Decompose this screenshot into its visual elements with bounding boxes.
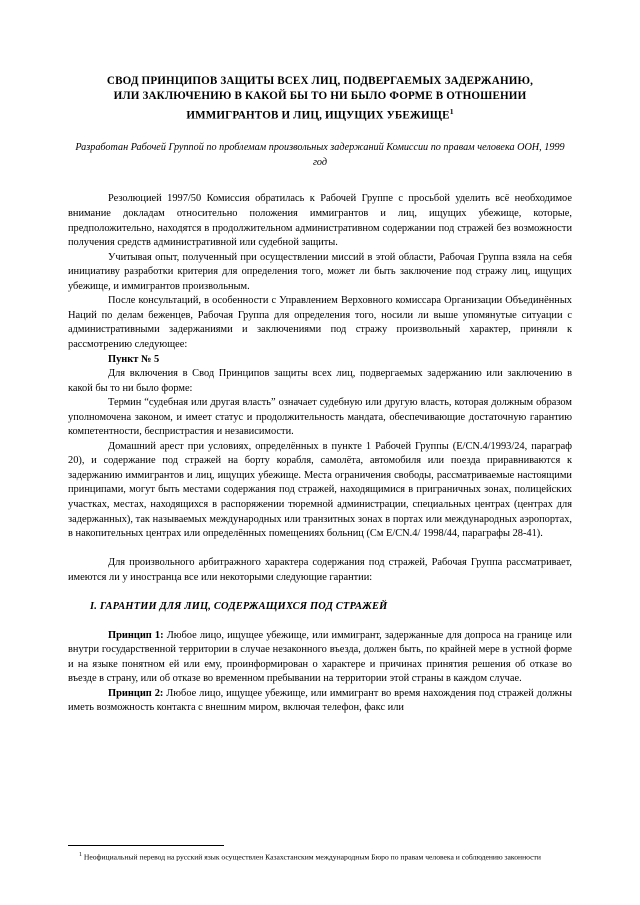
- footnote-marker: 1: [79, 852, 82, 859]
- title-line-1: СВОД ПРИНЦИПОВ ЗАЩИТЫ ВСЕХ ЛИЦ, ПОДВЕРГАЕМЫХ ЗАДЕРЖАНИЮ,: [106, 75, 534, 87]
- principle-2-text: Любое лицо, ищущее убежище, или иммигрант во время нахождения под стражей должны иметь возможность контакта с внешним миром, включая телефон, факс или: [68, 687, 572, 714]
- paragraph-consultations: После консультаций, в особенности с Управлением Верховного комиссара Организации Объединённых Наций по делам беженцев, Рабочая Группа для определения того, носили ли выше упомянутые ситуации с административными задержаниями и заключениями под стражу произвольный характер, приняли к рассмотрению следующее:: [68, 295, 572, 350]
- page-title: [68, 0, 572, 124]
- paragraph-guarantees-intro: Для произвольного арбитражного характера содержания под стражей, Рабочая Группа рассматривает, имеются ли у иностранца все или некоторыми следующие гарантии:: [68, 557, 572, 583]
- title-line-3: ИММИГРАНТОВ И ЛИЦ, ИЩУЩИХ УБЕЖИЩЕ: [186, 110, 450, 123]
- principle-1-text: Любое лицо, ищущее убежище, или иммигрант, задержанные для допроса на границе или внутри государственной территории в случае незаконного въезда, должен быть, по крайней мере в устной форме и на языке понятном ей или ему, проинформирован о характере и причинах принятия решения об отказе во въезде в страну, или об отказе во временном пребывании на территории этой страны в каждом случае.: [68, 629, 572, 685]
- principle-2: [68, 687, 572, 716]
- paragraph-term-definition: Термин “судебная или другая власть” означает судебную или другую власть, которая должным образом уполномочена законом, и имеет статус и продолжительность мандата, обеспечивающие достаточную гарантию компетентности, беспристрастия и независимости.: [68, 397, 572, 438]
- footnote-area: [68, 845, 572, 863]
- paragraph-house-arrest: Домашний арест при условиях, определённых в пункте 1 Рабочей Группы (E/CN.4/1993/24, параграф 20), и содержание под стражей на борту корабля, самолёта, автомобиля или поезда приравниваются к задержанию иммигрантов и лиц, ищущих убежище. Места ограничения свободы, рассматриваемые настоящими принципами, могут быть местами содержания под стражей, находящимися в приграничных зонах, полицейских участках, местах, находящихся в распоряжении тюремной администрации, специальных центрах (центрах для задержанных), так называемых международных или транзитных зонах в портах или международных аэропортах, в накопительных центрах или определённых помещениях больниц (См E/CN.4/ 1998/44, параграфы 28-41).: [68, 440, 572, 540]
- point-heading: Пункт № 5: [108, 353, 160, 365]
- paragraph-inclusion: Для включения в Свод Принципов защиты всех лиц, подвергаемых задержанию или заключению в какой бы то ни было форме:: [68, 368, 572, 394]
- footnote-1: [68, 850, 572, 863]
- section-heading-guarantees: I. ГАРАНТИИ ДЛЯ ЛИЦ, СОДЕРЖАЩИХСЯ ПОД СТРАЖЕЙ: [90, 600, 388, 612]
- principle-1-label: Принцип 1:: [108, 629, 164, 641]
- principle-1: [68, 629, 572, 687]
- document-content: [68, 0, 572, 716]
- document-subtitle: Разработан Рабочей Группой по проблемам произвольных задержаний Комиссии по правам человека ООН, 1999 год: [75, 142, 565, 168]
- title-footnote-marker: 1: [449, 107, 454, 117]
- title-line-2: ИЛИ ЗАКЛЮЧЕНИЮ В КАКОЙ БЫ ТО НИ БЫЛО ФОРМЕ В ОТНОШЕНИИ: [113, 90, 527, 103]
- footnote-text: Неофициальный перевод на русский язык осуществлен Казахстанским международным Бюро по правам человека и соблюдению законности: [83, 852, 541, 862]
- paragraph-resolution: Резолюцией 1997/50 Комиссия обратилась к Рабочей Группе с просьбой уделить всё необходимое внимание докладам относительно положения иммигрантов и лиц, ищущих убежище, которые, предположительно, находятся в продолжительном административном содержании под стражей без возможности получения средств административной или судебной защиты.: [68, 193, 572, 249]
- paragraph-experience: Учитывая опыт, полученный при осуществлении миссий в этой области, Рабочая Группа взяла на себя инициативу разработки критерия для определения того, может ли быть заключение под стражу лиц, ищущих убежище, и иммигрантов произвольным.: [68, 251, 572, 292]
- principle-2-label: Принцип 2:: [108, 687, 164, 699]
- footnote-separator: [68, 845, 224, 846]
